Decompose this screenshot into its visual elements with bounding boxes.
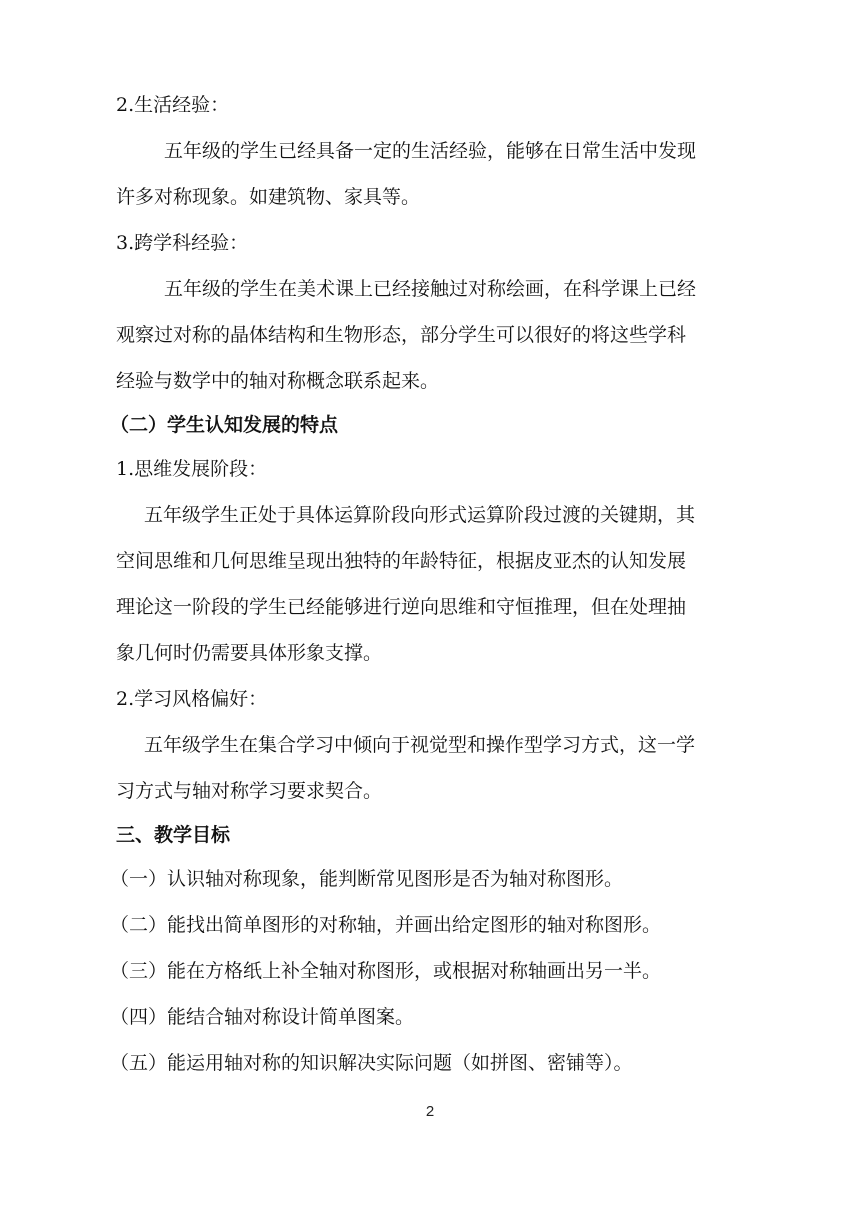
- objective-item: （二）能找出简单图形的对称轴，并画出给定图形的轴对称图形。: [110, 914, 662, 936]
- page-number: 2: [425, 1103, 435, 1120]
- paragraph-line: 象几何时仍需要具体形象支撑。: [116, 642, 383, 664]
- subheading-learning-style: 2.学习风格偏好：: [116, 688, 268, 710]
- subheading-cross-discipline: 3.跨学科经验：: [116, 232, 249, 254]
- objective-item: （一）认识轴对称现象，能判断常见图形是否为轴对称图形。: [110, 868, 624, 890]
- paragraph-line: 五年级学生在集合学习中倾向于视觉型和操作型学习方式，这一学: [144, 734, 696, 756]
- paragraph-line: 理论这一阶段的学生已经能够进行逆向思维和守恒推理，但在处理抽: [116, 596, 687, 618]
- paragraph-line: 经验与数学中的轴对称概念联系起来。: [116, 370, 440, 392]
- section-heading-objectives: 三、教学目标: [116, 824, 231, 846]
- paragraph-line: 空间思维和几何思维呈现出独特的年龄特征，根据皮亚杰的认知发展: [116, 550, 687, 572]
- subheading-thinking-stage: 1.思维发展阶段：: [116, 458, 268, 480]
- section-heading-cognitive: （二）学生认知发展的特点: [110, 414, 339, 436]
- paragraph-line: 五年级的学生已经具备一定的生活经验，能够在日常生活中发现: [164, 140, 697, 162]
- subheading-life-experience: 2.生活经验：: [116, 94, 230, 116]
- objective-item: （四）能结合轴对称设计简单图案。: [110, 1006, 415, 1028]
- paragraph-line: 观察过对称的晶体结构和生物形态，部分学生可以很好的将这些学科: [116, 324, 687, 346]
- objective-item: （五）能运用轴对称的知识解决实际问题（如拼图、密铺等）。: [110, 1052, 633, 1074]
- paragraph-line: 五年级学生正处于具体运算阶段向形式运算阶段过渡的关键期，其: [144, 504, 696, 526]
- paragraph-line: 习方式与轴对称学习要求契合。: [116, 780, 383, 802]
- paragraph-line: 许多对称现象。如建筑物、家具等。: [116, 186, 421, 208]
- objective-item: （三）能在方格纸上补全轴对称图形，或根据对称轴画出另一半。: [110, 960, 662, 982]
- paragraph-line: 五年级的学生在美术课上已经接触过对称绘画，在科学课上已经: [164, 278, 697, 300]
